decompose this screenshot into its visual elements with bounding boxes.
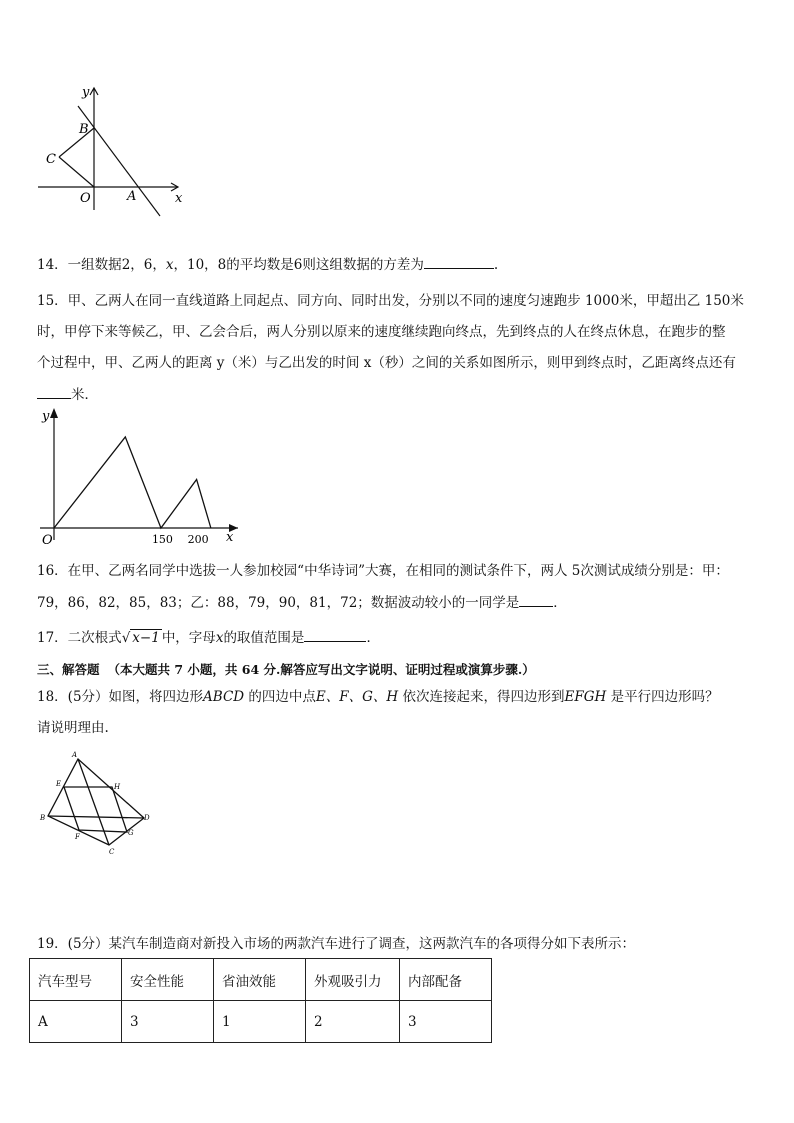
- label-e: E: [56, 780, 62, 788]
- chart-origin-label: O: [42, 533, 53, 548]
- q15-line-1: 15．甲、乙两人在同一直线道路上同起点、同方向、同时出发，分别以不同的速度匀速跑步 1000米，甲超出乙 150米: [37, 293, 744, 309]
- q18-midpoints: E、F、G、H: [315, 689, 399, 705]
- q17-prefix: 17．二次根式: [37, 630, 122, 646]
- table-cell: A: [30, 1001, 122, 1043]
- q15-line-4: [37, 384, 98, 405]
- q14-answer-blank[interactable]: [424, 254, 494, 269]
- point-o-label: O: [80, 191, 91, 206]
- diagonal-bd: [48, 816, 144, 818]
- x-tick-label: 200: [187, 533, 209, 546]
- q18-middle-2: 依次连接起来，得四边形到: [398, 689, 565, 705]
- q17-suffix: 的取值范围是: [223, 630, 305, 646]
- q15-suffix: 米．: [71, 387, 98, 403]
- label-h: H: [114, 783, 121, 791]
- table-row: [30, 1001, 492, 1043]
- section-3-header: [37, 660, 535, 680]
- label-b: B: [40, 814, 46, 822]
- q15-line-3: 个过程中，甲、乙两人的距离 y（米）与乙出发的时间 x（秒）之间的关系如图所示，则甲到终点时，乙距离终点还有: [37, 355, 736, 371]
- table-header-cell: 内部配备: [400, 959, 492, 1001]
- table-header-cell: 省油效能: [214, 959, 306, 1001]
- q16-scores: 79，86，82，85，83；乙：88，79，90，81，72；数据波动较小的一同学是: [37, 595, 520, 611]
- table-header-cell: 外观吸引力: [306, 959, 400, 1001]
- label-g: G: [128, 829, 134, 837]
- segment-cb: [59, 128, 94, 157]
- distance-series-line: [54, 437, 211, 528]
- car-score-table: [29, 958, 492, 1043]
- table-header-cell: 汽车型号: [30, 959, 122, 1001]
- q18-suffix: 是平行四边形吗？: [606, 689, 719, 705]
- table-header-row: [30, 959, 492, 1001]
- label-f: F: [75, 833, 80, 841]
- q16-line-1: 16．在甲、乙两名同学中选拔一人参加校园“中华诗词”大赛，在相同的测试条件下，两人 5次测试成绩分别是：甲：: [37, 563, 729, 579]
- point-c-label: C: [46, 152, 56, 167]
- segment-co: [59, 157, 94, 187]
- q14-data-values: 2，6，: [121, 257, 166, 273]
- label-a: A: [72, 751, 78, 759]
- chart-y-label: y: [42, 409, 50, 424]
- label-d: D: [144, 814, 150, 822]
- q18-shape-abcd: ABCD: [203, 689, 245, 705]
- section-3-title: 三、解答题: [37, 662, 100, 677]
- sqrt-sign-icon: √: [121, 630, 131, 646]
- q14-data-rest: ，10，8: [173, 257, 227, 273]
- quadrilateral-figure: [36, 748, 156, 860]
- chart-x-label: x: [226, 530, 234, 545]
- q17-variable: x: [215, 630, 224, 646]
- q16-line-2: [37, 592, 567, 613]
- q17-radicand: x−1: [132, 630, 160, 646]
- q18-shape-efgh: EFGH: [564, 689, 607, 705]
- table-cell: 2: [306, 1001, 400, 1043]
- q14-prefix: 14．一组数据: [37, 257, 122, 273]
- question-18: [37, 687, 719, 707]
- question-14: [37, 254, 498, 275]
- chart-tick-group: [152, 533, 209, 546]
- q14-suffix: 的平均数是6则这组数据的方差为: [226, 257, 424, 273]
- q14-variable: x: [165, 257, 174, 273]
- q17-radical: [122, 628, 162, 648]
- q15-answer-blank[interactable]: [37, 384, 71, 399]
- chart-y-axis-arrow: [50, 408, 58, 418]
- chart-series-group: [54, 437, 211, 528]
- q18-prefix: 18．(5分）如图，将四边形: [37, 689, 204, 705]
- y-label: y: [82, 85, 90, 100]
- label-c: C: [109, 848, 115, 856]
- q16-end: ．: [553, 595, 567, 611]
- q15-line-2: 时，甲停下来等候乙，甲、乙会合后，两人分别以原来的速度继续跑向终点，先到终点的人在终点休息，在跑步的整: [37, 324, 726, 340]
- question-17: [37, 627, 380, 648]
- table-cell: 1: [214, 1001, 306, 1043]
- q17-end: ．: [366, 630, 380, 646]
- table-cell: 3: [400, 1001, 492, 1043]
- question-19: 19．(5分）某汽车制造商对新投入市场的两款汽车进行了调查，这两款汽车的各项得分如下表所示：: [37, 936, 636, 952]
- x-tick-label: 150: [151, 533, 173, 546]
- x-label: x: [175, 191, 183, 206]
- q17-answer-blank[interactable]: [304, 627, 366, 642]
- q14-end: .: [493, 257, 499, 273]
- q16-answer-blank[interactable]: [519, 592, 553, 607]
- coordinate-figure: [30, 82, 200, 222]
- table-cell: 3: [122, 1001, 214, 1043]
- table-header-cell: 安全性能: [122, 959, 214, 1001]
- q17-middle: 中，字母: [161, 630, 216, 646]
- point-b-label: B: [79, 122, 89, 137]
- q15-distance-chart: [34, 406, 244, 548]
- q18-line-2: 请说明理由.: [37, 720, 109, 736]
- section-3-note: （本大题共 7 小题，共 64 分.解答应写出文字说明、证明过程或演算步骤.）: [107, 662, 535, 677]
- point-a-label: A: [127, 189, 137, 204]
- q18-middle: 的四边中点: [244, 689, 316, 705]
